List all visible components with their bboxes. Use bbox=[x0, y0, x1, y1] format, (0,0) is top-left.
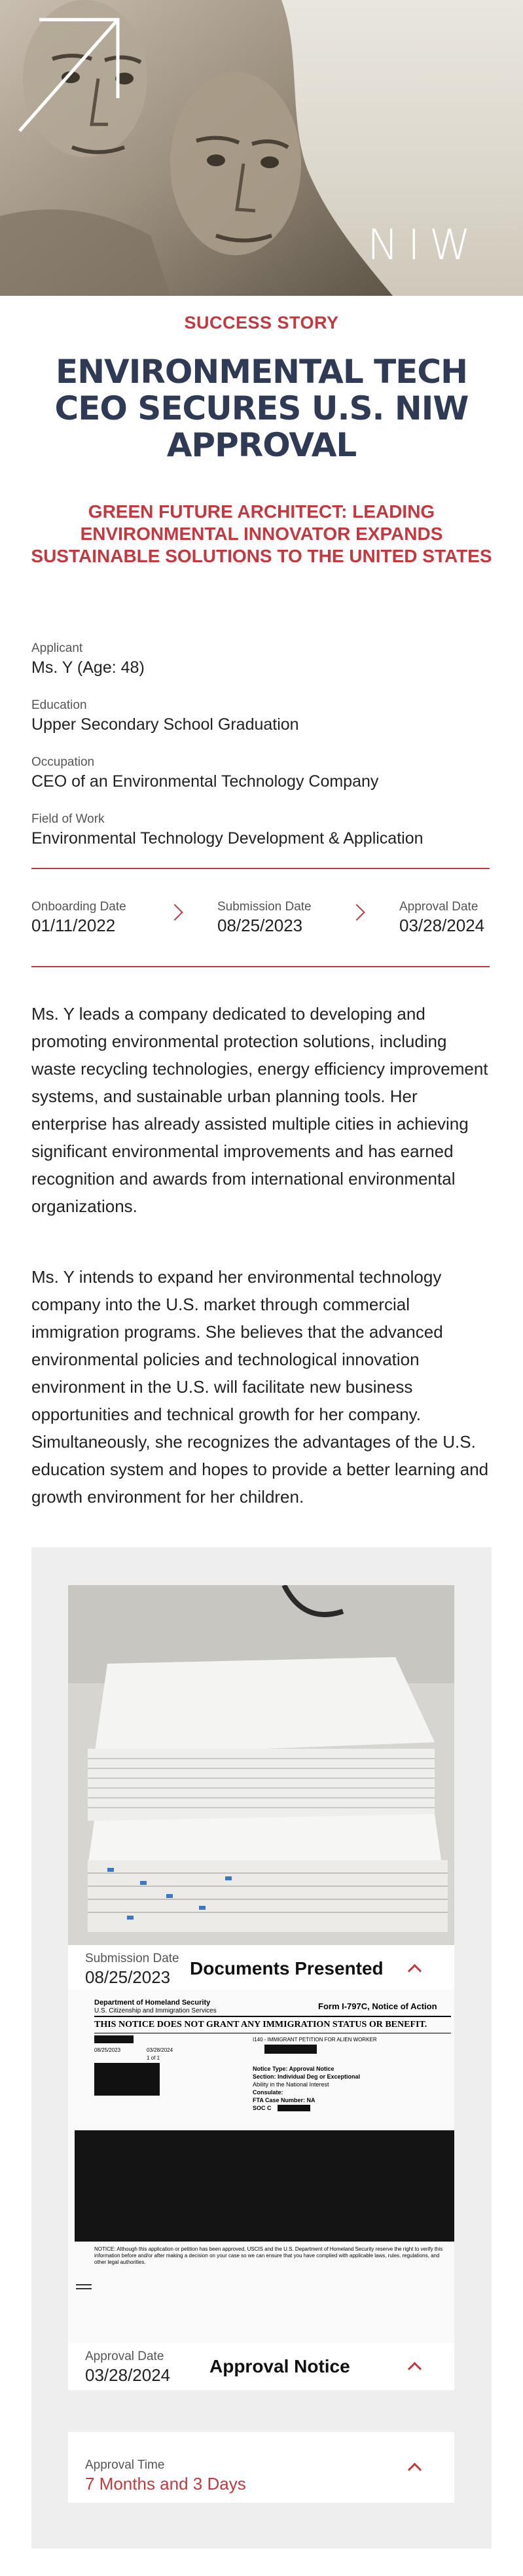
timeline-onboarding bbox=[31, 900, 126, 936]
fact-label: Field of Work bbox=[31, 812, 105, 826]
notice-type: Notice Type: Approval Notice bbox=[253, 2066, 334, 2072]
approval-notice-card[interactable] bbox=[68, 2343, 454, 2390]
divider bbox=[31, 868, 490, 869]
approval-time-value: 7 Months and 3 Days bbox=[85, 2474, 246, 2494]
notice-section: Section: Individual Deg or Exceptional bbox=[253, 2073, 361, 2080]
documents-photo bbox=[68, 1585, 454, 1945]
card-label: Submission Date bbox=[85, 1952, 179, 1965]
profile-facts bbox=[31, 641, 490, 869]
fact-occupation bbox=[31, 755, 490, 791]
fact-label: Applicant bbox=[31, 641, 83, 655]
notice-banner: THIS NOTICE DOES NOT GRANT ANY IMMIGRATION STATUS OR BENEFIT. bbox=[94, 2020, 427, 2030]
chevron-up-icon[interactable] bbox=[408, 2362, 422, 2376]
notice-agency: Department of Homeland Security bbox=[94, 1999, 211, 2007]
notice-sub-agency: U.S. Citizenship and Immigration Services bbox=[94, 2007, 217, 2014]
timeline-value: 08/25/2023 bbox=[217, 916, 303, 935]
redaction bbox=[94, 2063, 160, 2096]
fact-label: Education bbox=[31, 698, 87, 712]
chevron-up-icon[interactable] bbox=[408, 2463, 422, 2477]
notice-footer: NOTICE: Although this application or petition has been approved, USCIS and the U.S. Department of Homeland Security reserve the right to verify this information before and/or after making a decision on your case so we can ensure that you have complied with applicable laws, rules, regulations, and other legal authorities. bbox=[94, 2246, 443, 2265]
fact-field-of-work bbox=[31, 812, 490, 848]
notice-rule bbox=[94, 2016, 451, 2017]
approval-notice-image bbox=[68, 1990, 454, 2343]
redaction bbox=[75, 2130, 454, 2242]
redaction bbox=[94, 2035, 134, 2043]
chevron-up-icon[interactable] bbox=[408, 1964, 422, 1978]
notice-page: 1 of 1 bbox=[147, 2055, 160, 2061]
page-title: ENVIRONMENTAL TECH CEO SECURES U.S. NIW APPROVAL bbox=[54, 353, 469, 464]
notice-received-date: 08/25/2023 bbox=[94, 2047, 121, 2053]
notice-case-type: I140 - IMMIGRANT PETITION FOR ALIEN WORKER bbox=[253, 2037, 377, 2043]
timeline-label: Approval Date bbox=[399, 900, 478, 914]
chevron-right-icon bbox=[166, 904, 183, 920]
divider bbox=[31, 966, 490, 967]
card-value: 03/28/2024 bbox=[85, 2365, 171, 2385]
redaction bbox=[264, 2045, 317, 2054]
timeline-label: Submission Date bbox=[217, 900, 312, 914]
fact-value: Upper Secondary School Graduation bbox=[31, 715, 299, 734]
redaction bbox=[278, 2105, 310, 2111]
paper-stack-illustration bbox=[68, 1585, 454, 1945]
card-title: Documents Presented bbox=[190, 1958, 384, 1978]
hero-image bbox=[0, 0, 523, 296]
story-paragraph: Ms. Y intends to expand her environmental technology company into the U.S. market through commercial immigration programs. She believes that the advanced environmental policies and technological innovation environment in the U.S. will facilitate new business opportunities and technical growth for her company. Simultaneously, she recognizes the advantages of the U.S. education system and hopes to provide a better learning and growth environment for her children. bbox=[31, 1267, 489, 1507]
timeline bbox=[31, 900, 490, 939]
barcode-mark bbox=[76, 2284, 92, 2285]
barcode-mark bbox=[76, 2288, 92, 2289]
notice-ability: Ability in the National Interest bbox=[253, 2081, 329, 2088]
documents-panel bbox=[31, 1547, 492, 2549]
timeline-submission bbox=[217, 900, 312, 936]
eyebrow-label: SUCCESS STORY bbox=[184, 313, 339, 332]
fact-label: Occupation bbox=[31, 755, 95, 769]
fact-value: Ms. Y (Age: 48) bbox=[31, 658, 145, 677]
notice-fta: FTA Case Number: NA bbox=[253, 2097, 316, 2103]
timeline-value: 01/11/2022 bbox=[31, 916, 116, 935]
notice-form: Form I-797C, Notice of Action bbox=[318, 2001, 437, 2011]
notice-soc: SOC C bbox=[253, 2105, 272, 2111]
niw-logo: NIW bbox=[367, 221, 480, 270]
card-value: 08/25/2023 bbox=[85, 1967, 171, 1987]
chevron-right-icon bbox=[348, 904, 365, 920]
arrow-icon bbox=[0, 0, 131, 196]
story-paragraph: Ms. Y leads a company dedicated to developing and promoting environmental protection solutions, including waste recycling technologies, energy efficiency improvement systems, and sustainable urban planning tools. Her enterprise has already assisted multiple cities in achieving significant environmental improvements and has earned recognition and awards from international environmental organizations. bbox=[31, 1004, 488, 1216]
fact-value: CEO of an Environmental Technology Company bbox=[31, 772, 379, 791]
approval-time-card[interactable] bbox=[68, 2432, 454, 2503]
timeline-approval bbox=[399, 900, 484, 936]
page-subtitle: GREEN FUTURE ARCHITECT: LEADING ENVIRONMENTAL INNOVATOR EXPANDS SUSTAINABLE SOLUTIONS TO THE UNITED STATES bbox=[31, 501, 492, 566]
timeline-label: Onboarding Date bbox=[31, 900, 126, 914]
card-label: Approval Date bbox=[85, 2350, 164, 2363]
documents-card[interactable] bbox=[68, 1945, 454, 1992]
notice-date: 03/28/2024 bbox=[147, 2047, 173, 2053]
card-label: Approval Time bbox=[85, 2458, 165, 2472]
timeline-value: 03/28/2024 bbox=[399, 916, 485, 935]
fact-value: Environmental Technology Development & Application bbox=[31, 829, 424, 848]
fact-education bbox=[31, 698, 490, 734]
notice-consulate: Consulate: bbox=[253, 2089, 283, 2096]
fact-applicant bbox=[31, 641, 490, 677]
card-title: Approval Notice bbox=[209, 2356, 350, 2376]
